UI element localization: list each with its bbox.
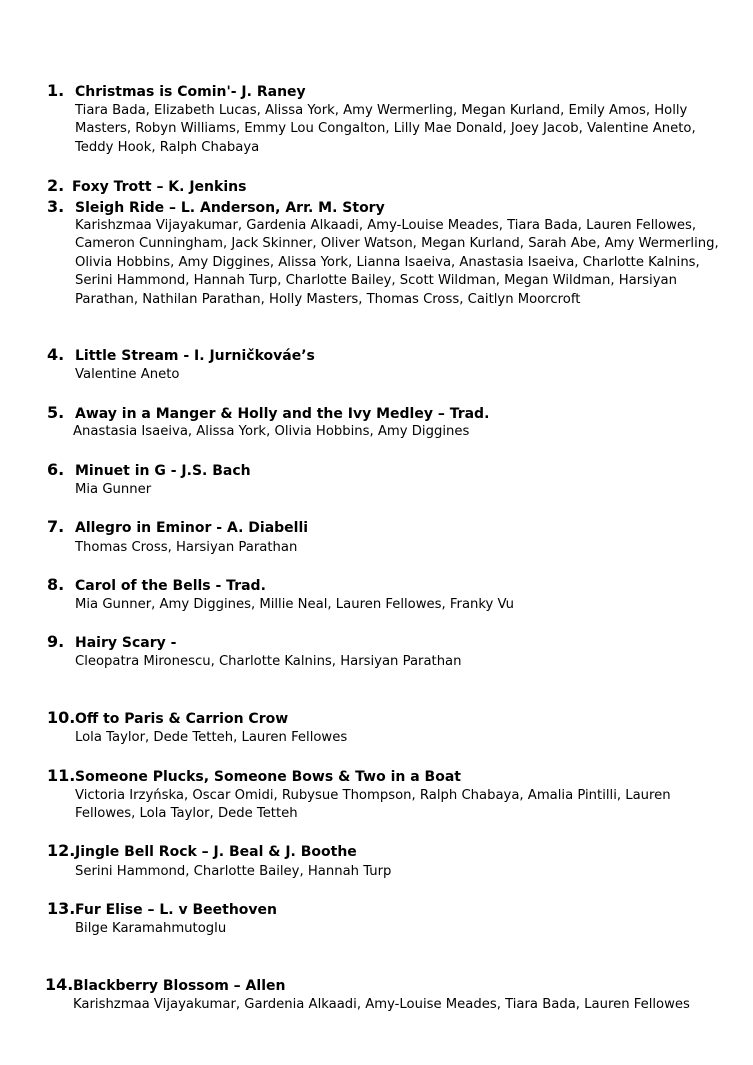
performers-list: Cleopatra Mironescu, Charlotte Kalnins, Harsiyan Parathan <box>75 654 462 669</box>
piece-title: Sleigh Ride – L. Anderson, Arr. M. Story <box>75 200 385 216</box>
piece-title: Someone Plucks, Someone Bows & Two in a Boat <box>75 769 461 785</box>
item-number: 12. <box>47 841 76 860</box>
performers-list: Karishzmaa Vijayakumar, Gardenia Alkaadi, Amy-Louise Meades, Tiara Bada, Lauren Fellowes <box>73 997 690 1012</box>
performers-list: Mia Gunner <box>75 482 152 497</box>
piece-title: Little Stream - I. Jurničkováe’s <box>75 348 315 364</box>
piece-title: Minuet in G - J.S. Bach <box>75 463 251 479</box>
item-number: 7. <box>47 517 65 536</box>
performers-list: Bilge Karamahmutoglu <box>75 921 227 936</box>
item-number: 1. <box>47 81 65 100</box>
piece-title: Fur Elise – L. v Beethoven <box>75 902 277 918</box>
item-number: 9. <box>47 632 65 651</box>
item-number: 8. <box>47 575 65 594</box>
piece-title: Off to Paris & Carrion Crow <box>75 711 289 727</box>
piece-title: Allegro in Eminor - A. Diabelli <box>75 520 309 536</box>
piece-title: Blackberry Blossom – Allen <box>73 978 286 994</box>
piece-title: Hairy Scary - <box>75 635 177 651</box>
item-number: 6. <box>47 460 65 479</box>
item-number: 5. <box>47 403 65 422</box>
performers-list: Anastasia Isaeiva, Alissa York, Olivia Hobbins, Amy Diggines <box>73 424 470 439</box>
performers-list: Karishzmaa Vijayakumar, Gardenia Alkaadi, Amy-Louise Meades, Tiara Bada, Lauren Fellowes, Cameron Cunningham, Jack Skinner, Oliver Watson, Megan Kurland, Sarah Abe, Amy Wermerling, Olivia Hobbins, Amy Diggines, Alissa York, Lianna Isaeiva, Anastasia Isaeiva, Charlotte Kalnins, Serini Hammond, Hannah Turp, Charlotte Bailey, Scott Wildman, Megan Wildman, Harsiyan Parathan, Nathilan Parathan, Holly Masters, Thomas Cross, Caitlyn Moorcroft <box>75 218 719 307</box>
performers-list: Serini Hammond, Charlotte Bailey, Hannah Turp <box>75 864 392 879</box>
performers-list: Lola Taylor, Dede Tetteh, Lauren Fellowes <box>75 730 348 745</box>
performers-list: Valentine Aneto <box>75 367 180 382</box>
performers-list: Victoria Irzyńska, Oscar Omidi, Rubysue Thompson, Ralph Chabaya, Amalia Pintilli, Lauren Fellowes, Lola Taylor, Dede Tetteh <box>75 788 671 822</box>
performers-list: Tiara Bada, Elizabeth Lucas, Alissa York, Amy Wermerling, Megan Kurland, Emily Amos, Holly Masters, Robyn Williams, Emmy Lou Congalton, Lilly Mae Donald, Joey Jacob, Valentine Aneto, Teddy Hook, Ralph Chabaya <box>75 103 696 155</box>
item-number: 14. <box>45 975 74 994</box>
piece-title: Foxy Trott – K. Jenkins <box>72 179 247 195</box>
piece-title: Away in a Manger & Holly and the Ivy Medley – Trad. <box>75 406 490 422</box>
item-number: 13. <box>47 899 76 918</box>
item-number: 2. <box>47 176 65 195</box>
item-number: 4. <box>47 345 65 364</box>
item-number: 11. <box>47 766 76 785</box>
piece-title: Christmas is Comin'- J. Raney <box>75 84 306 100</box>
performers-list: Thomas Cross, Harsiyan Parathan <box>75 540 298 555</box>
piece-title: Carol of the Bells - Trad. <box>75 578 266 594</box>
item-number: 3. <box>47 197 65 216</box>
performers-list: Mia Gunner, Amy Diggines, Millie Neal, Lauren Fellowes, Franky Vu <box>75 597 515 612</box>
piece-title: Jingle Bell Rock – J. Beal & J. Boothe <box>75 844 357 860</box>
item-number: 10. <box>47 708 76 727</box>
